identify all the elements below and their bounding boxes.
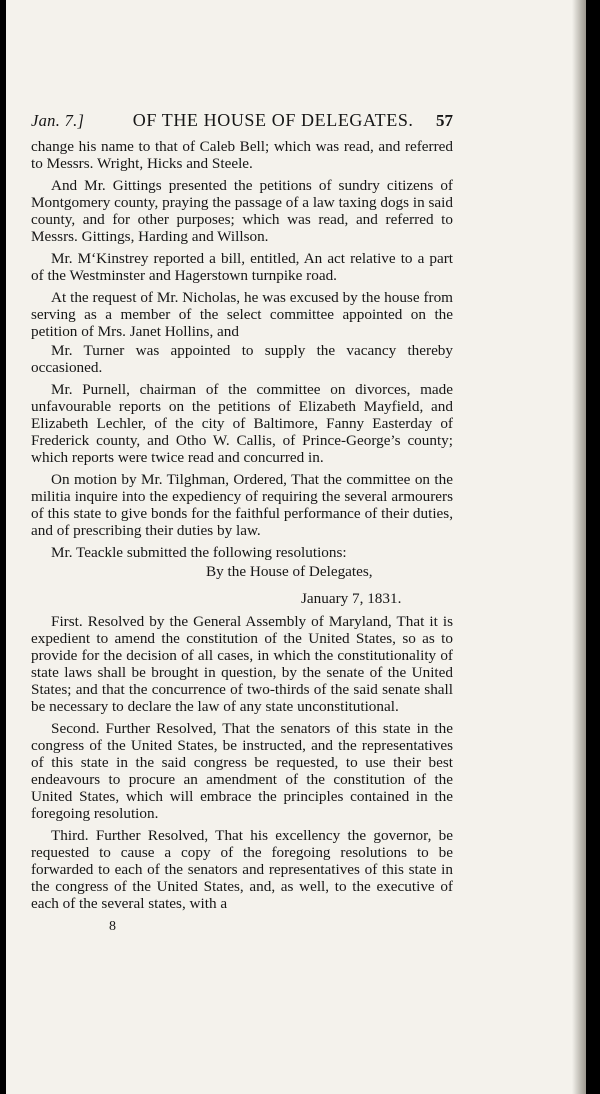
resolution-by-line: By the House of Delegates, (206, 563, 373, 580)
paragraph-caleb-bell: change his name to that of Caleb Bell; which was read, and referred to Messrs. Wright, Hicks and Steele. (31, 138, 453, 172)
header-title: OF THE HOUSE OF DELEGATES. (132, 110, 414, 130)
paragraph-turner-appointed: Mr. Turner was appointed to supply the vacancy thereby occasioned. (31, 342, 453, 376)
resolution-first: First. Resolved by the General Assembly of Maryland, That it is expedient to amend the constitution of the United States, so as to provide for the decision of all cases, in which the constitutionality of state laws shall be brought in question, by the senate of the United States; and that the concurrence of two-thirds of the said senate shall be necessary to declare the law of any state unconstitutional. (31, 613, 453, 715)
signature-mark: 8 (109, 919, 116, 934)
page-gutter-shadow (572, 0, 586, 1094)
page-number: 57 (436, 111, 453, 130)
resolution-third: Third. Further Resolved, That his excellency the governor, be requested to cause a copy of the foregoing resolutions to be forwarded to each of the senators and representatives of this state in the congress of the United States, and, as well, to the executive of each of the several states, with a (31, 827, 453, 912)
resolution-second: Second. Further Resolved, That the senators of this state in the congress of the United States, be instructed, and the representatives of this state in the said congress be requested, to use their best endeavours to procure an amendment of the constitution of the United States, which will embrace the principles contained in the foregoing resolution. (31, 720, 453, 822)
paragraph-nicholas-excused: At the request of Mr. Nicholas, he was excused by the house from serving as a member of the select committee appointed on the petition of Mrs. Janet Hollins, and (31, 289, 453, 340)
running-header (31, 112, 453, 129)
resolution-date: January 7, 1831. (301, 590, 402, 607)
page-text (31, 112, 453, 935)
paragraph-teackle-resolutions: Mr. Teackle submitted the following resolutions: (51, 544, 347, 561)
document-page (6, 0, 586, 1094)
paragraph-mkinstrey-bill: Mr. M‘Kinstrey reported a bill, entitled, An act relative to a part of the Westminster and Hagerstown turnpike road. (31, 250, 453, 284)
paragraph-tilghman-motion: On motion by Mr. Tilghman, Ordered, That the committee on the militia inquire into the expediency of requiring the several armourers of this state to give bonds for the faithful performance of their duties, and of prescribing their duties by law. (31, 471, 453, 539)
paragraph-gittings-petition: And Mr. Gittings presented the petitions of sundry citizens of Montgomery county, praying the passage of a law taxing dogs in said county, and for other purposes; which was read, and referred to Messrs. Gittings, Harding and Willson. (31, 177, 453, 245)
paragraph-purnell-divorces: Mr. Purnell, chairman of the committee on divorces, made unfavourable reports on the petitions of Elizabeth Mayfield, and Elizabeth Lechler, of the city of Baltimore, Fanny Easterday of Frederick county, and Otho W. Callis, of Prince-George’s county; which reports were twice read and concurred in. (31, 381, 453, 466)
header-date: Jan. 7.] (31, 111, 85, 130)
